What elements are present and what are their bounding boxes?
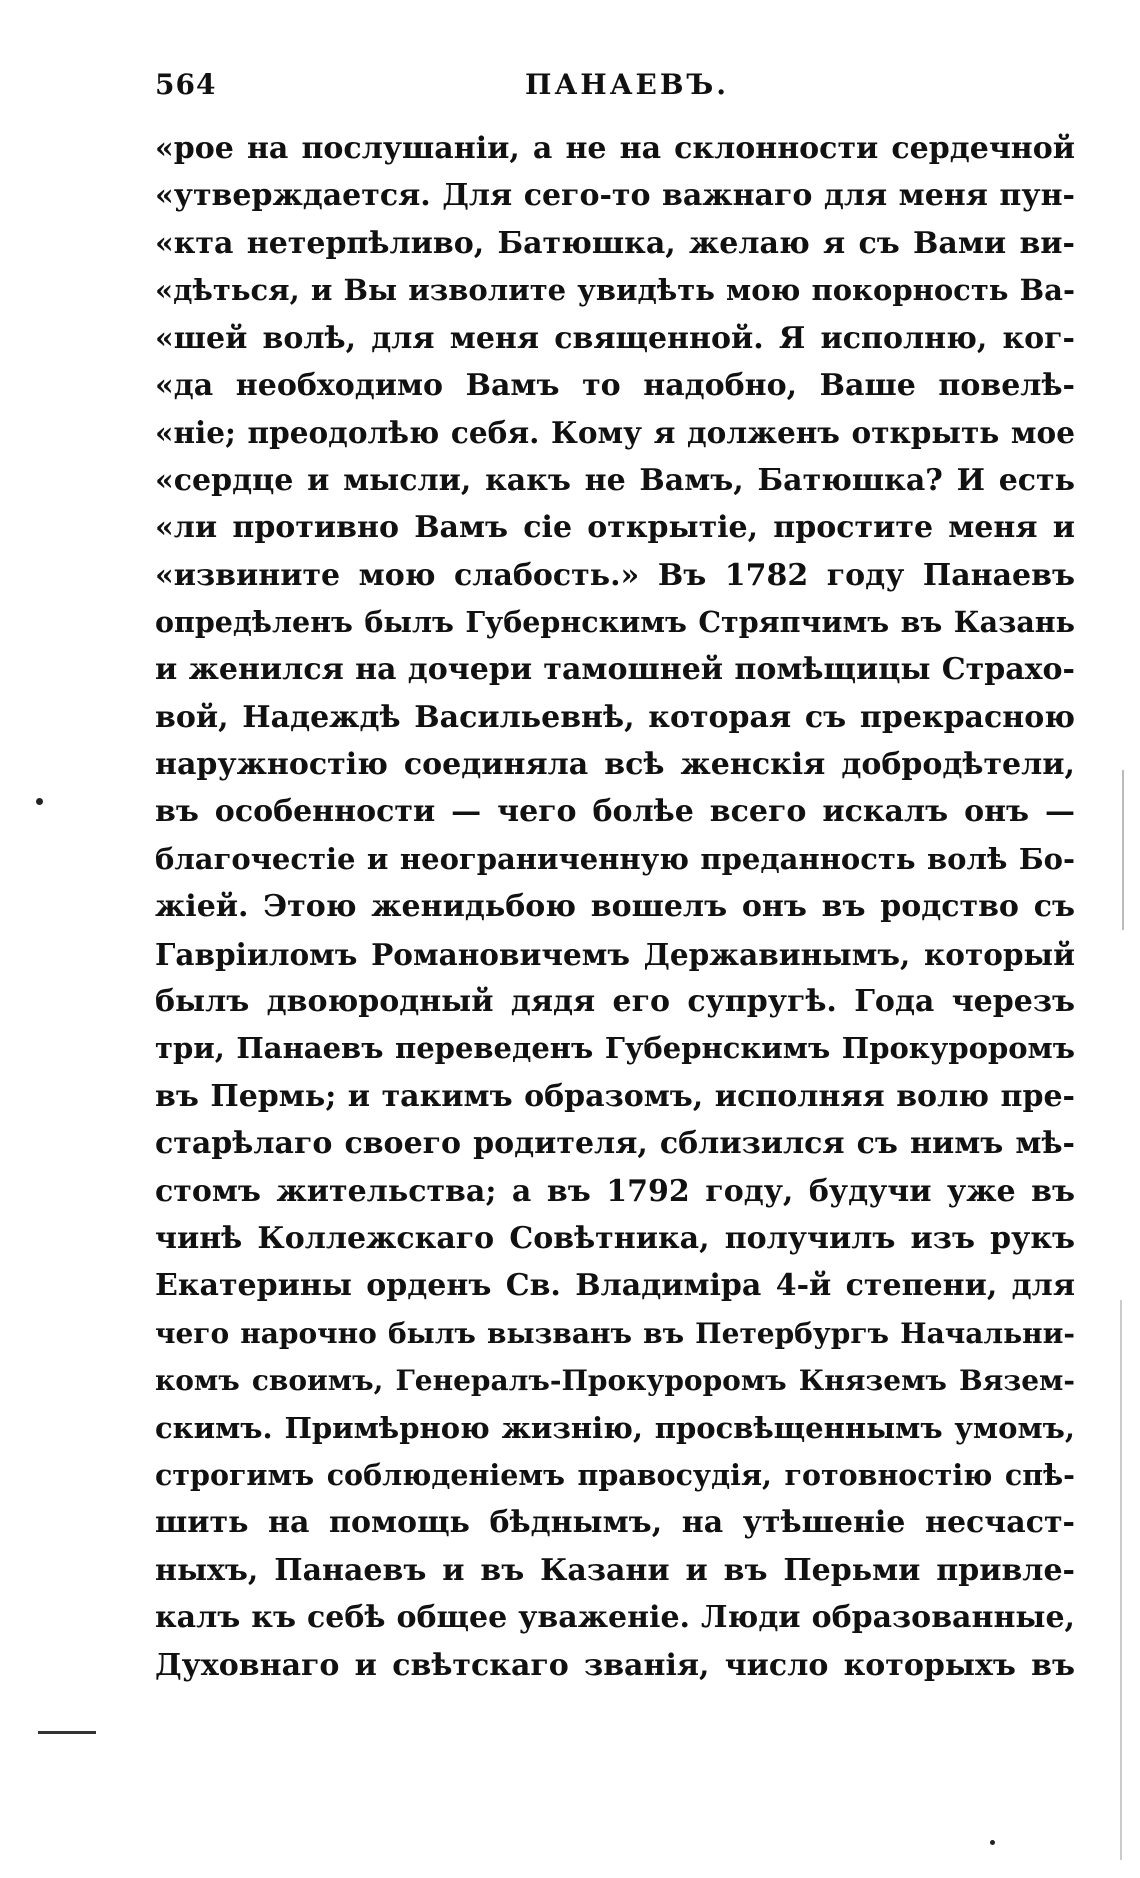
text-line: «извините мою слабость.» Въ 1782 году Панаевъ [155,557,1075,593]
margin-speck [990,1840,995,1845]
text-line: старѣлаго своего родителя, сблизился съ нимъ мѣ- [155,1126,1075,1162]
text-line: наружностію соединяла всѣ женскія добродѣтели, [155,747,1075,783]
text-line: «сердце и мысли, какъ не Вамъ, Батюшка? И есть [155,462,1075,498]
text-line: «шей волѣ, для меня священной. Я исполню, ког- [155,320,1075,356]
page-edge-line [1120,1300,1122,1860]
text-line: чинѣ Коллежскаго Совѣтника, получилъ изъ рукъ [155,1220,1075,1256]
text-line: чего нарочно былъ вызванъ въ Петербургъ Начальни- [155,1316,1075,1350]
text-line: въ особенности — чего болѣе всего искалъ онъ — [155,794,1075,830]
body-text [155,125,1075,1689]
text-line: Духовнаго и свѣтскаго званія, число которыхъ въ [155,1647,1075,1683]
page-number: 564 [155,68,217,101]
text-line: Гавріиломъ Романовичемъ Державинымъ, который [155,936,1075,972]
text-line: «рое на послушаніи, а не на склонности сердечной [155,131,1075,166]
text-line: жіей. Этою женидьбою вошелъ онъ въ родство съ [155,889,1075,925]
text-line: «кта нетерпѣливо, Батюшка, желаю я съ Вами ви- [155,225,1075,261]
running-head: ПАНАЕВЪ. [525,68,730,101]
text-line: ныхъ, Панаевъ и въ Казани и въ Перьми привле- [155,1552,1075,1588]
margin-dash [38,1731,96,1734]
margin-speck [36,798,43,805]
text-line: строгимъ соблюденіемъ правосудія, готовностію спѣ- [155,1457,1075,1492]
text-line: «ли противно Вамъ сіе открытіе, простите меня и [155,510,1075,546]
text-line: Екатерины орденъ Св. Владиміра 4-й степени, для [155,1268,1075,1304]
text-line: стомъ жительства; а въ 1792 году, будучи уже въ [155,1173,1075,1209]
text-line: комъ своимъ, Генералъ-Прокуроромъ Княземъ Вязем- [155,1364,1075,1398]
text-line: «да необходимо Вамъ то надобно, Ваше повелѣ- [155,367,1075,403]
page-header [155,68,1075,118]
text-line: «утверждается. Для сего-то важнаго для меня пун- [155,178,1075,214]
text-line: шить на помощь бѣднымъ, на утѣшеніе несчаст- [155,1505,1075,1541]
page-edge-line [1122,770,1124,930]
text-line: калъ къ себѣ общее уваженіе. Люди образованные, [155,1600,1075,1636]
text-line: три, Панаевъ переведенъ Губернскимъ Прокуроромъ [155,1031,1075,1066]
text-line: благочестіе и неограниченную преданность волѣ Бо- [155,841,1075,876]
text-line: «ніе; преодолѣю себя. Кому я долженъ открыть мое [155,415,1075,451]
text-line: въ Пермь; и такимъ образомъ, исполняя волю пре- [155,1078,1075,1114]
text-line: скимъ. Примѣрною жизнію, просвѣщеннымъ умомъ, [155,1410,1075,1445]
text-line: опредѣленъ былъ Губернскимъ Стряпчимъ въ Казань [155,604,1075,639]
text-line: вой, Надеждѣ Васильевнѣ, которая съ прекрасною [155,699,1075,735]
text-line: и женился на дочери тамошней помѣщицы Страхо- [155,652,1075,688]
text-line: «дѣться, и Вы изволите увидѣть мою покорность Ва- [155,273,1075,308]
text-line: былъ двоюродный дядя его супругѣ. Года черезъ [155,984,1075,1020]
